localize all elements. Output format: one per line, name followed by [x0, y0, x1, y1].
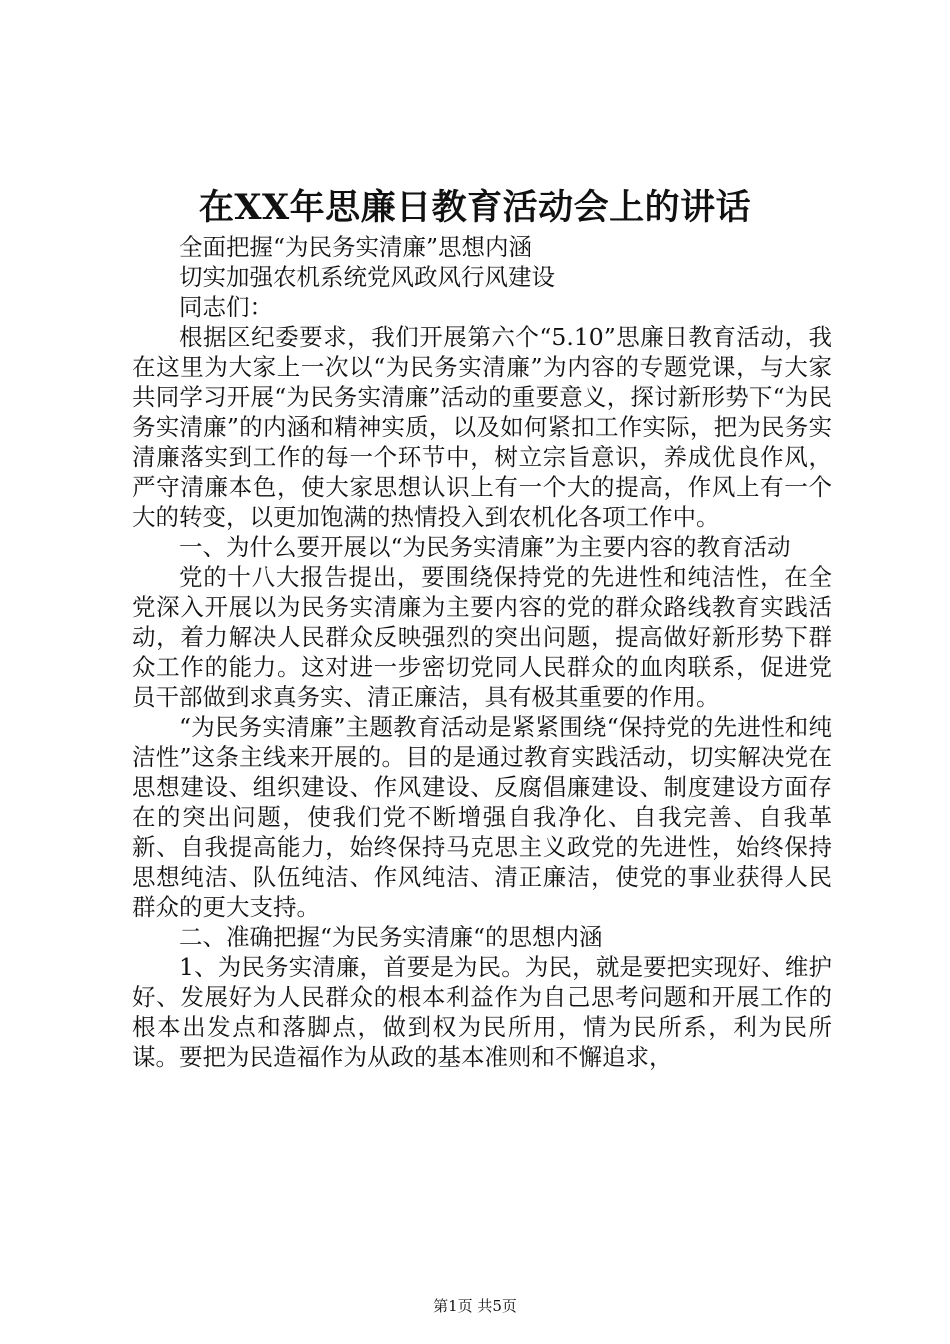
document-title: 在XX年思廉日教育活动会上的讲话: [198, 187, 752, 228]
paragraph: 党的十八大报告提出，要围绕保持党的先进性和纯洁性，在全党深入开展以为民务实清廉为主要内容的党的群众路线教育实践活动，着力解决人民群众反映强烈的突出问题，提高做好新形势下群众工作的能力。这对进一步密切党同人民群众的血肉联系，促进党员干部做到求真务实、清正廉洁，具有极其重要的作用。: [132, 563, 832, 711]
salutation: 同志们：: [179, 293, 273, 321]
page-footer: 第1页 共5页: [433, 1297, 517, 1315]
section-heading-1: 一、为什么要开展以“为民务实清廉”为主要内容的教育活动: [179, 533, 791, 561]
document-body: [132, 232, 832, 1072]
paragraph: “为民务实清廉”主题教育活动是紧紧围绕“保持党的先进性和纯洁性”这条主线来开展的。目的是通过教育实践活动，切实解决党在思想建设、组织建设、作风建设、反腐倡廉建设、制度建设方面存在的突出问题，使我们党不断增强自我净化、自我完善、自我革新、自我提高能力，始终保持马克思主义政党的先进性，始终保持思想纯洁、队伍纯洁、作风纯洁、清正廉洁，使党的事业获得人民群众的更大支持。: [132, 713, 832, 921]
paragraph: 1、为民务实清廉，首要是为民。为民，就是要把实现好、维护好、发展好为人民群众的根本利益作为自己思考问题和开展工作的根本出发点和落脚点，做到权为民所用，情为民所系，利为民所谋。要把为民造福作为从政的基本准则和不懈追求，: [132, 953, 832, 1071]
subtitle-line-2: 切实加强农机系统党风政风行风建设: [179, 263, 555, 291]
section-heading-2: 二、准确把握“为民务实清廉“的思想内涵: [179, 923, 603, 951]
subtitle-line-1: 全面把握“为民务实清廉”思想内涵: [179, 233, 533, 261]
paragraph-intro: 根据区纪委要求，我们开展第六个“5.10”思廉日教育活动，我在这里为大家上一次以“为民务实清廉”为内容的专题党课，与大家共同学习开展“为民务实清廉”活动的重要意义，探讨新形势下“为民务实清廉”的内涵和精神实质，以及如何紧扣工作实际，把为民务实清廉落实到工作的每一个环节中，树立宗旨意识，养成优良作风，严守清廉本色，使大家思想认识上有一个大的提高，作风上有一个大的转变，以更加饱满的热情投入到农机化各项工作中。: [132, 323, 832, 531]
